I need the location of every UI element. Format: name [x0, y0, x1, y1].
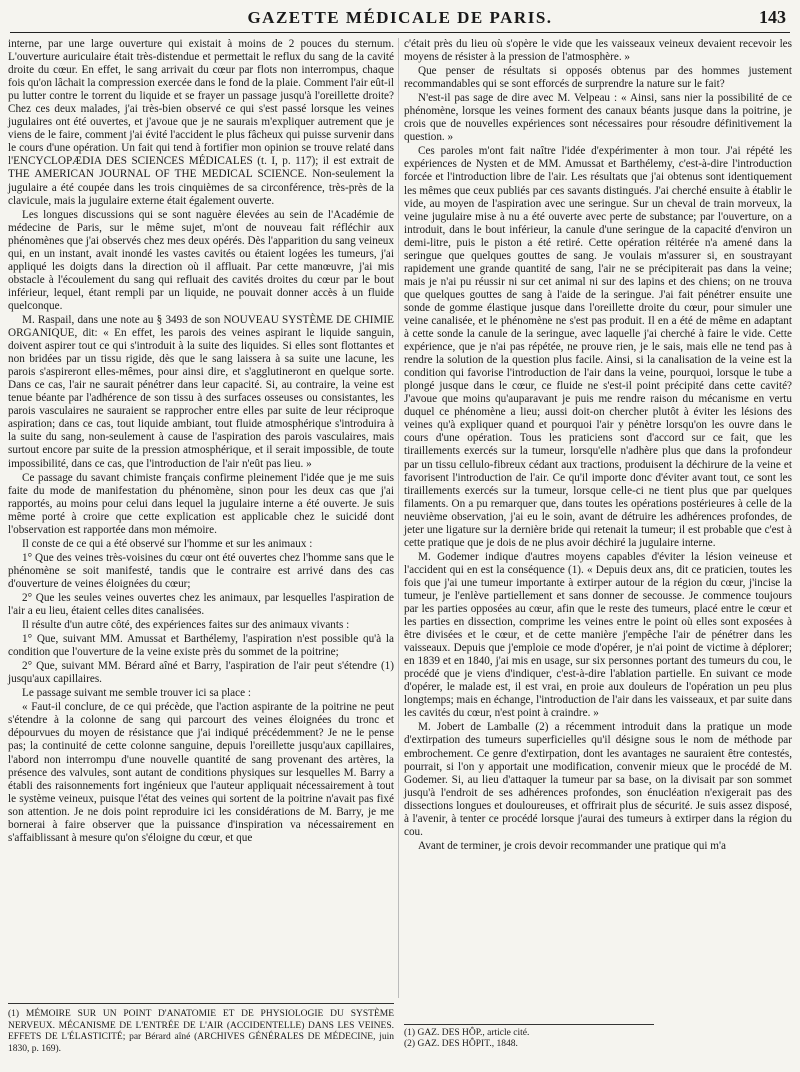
page-header [10, 6, 790, 33]
paragraph: M. Jobert de Lamballe (2) a récemment introduit dans la pratique un mode d'extirpation des tumeurs superficielles qu'il désigne sous le nom de méthode par embrochement. Ce genre d'extirpation, dont les avantages ne sauraient être contestés, pourrait, si l'on y apportait une modification, convenir mieux que le procédé de M. Godemer. Si, au lieu d'attaquer la tumeur par sa base, on la divisait par son sommet jusqu'à l'endroit de ses adhérences profondes, son énucléation n'exigerait pas des dissections longues et douloureuses, et offrirait plus de sécurité. Je suis assez disposé, à l'avenir, à tenter ce procédé lorsque j'aurai des tumeurs à extirper dans la région du cou. [404, 721, 792, 838]
paragraph: Les longues discussions qui se sont naguère élevées au sein de l'Académie de médecine de Paris, sur le même sujet, m'ont de nouveau fait réfléchir aux phénomènes que j'ai observés chez mes deux opérés. Dès l'apparition du sang veineux qui, en un instant, avait inondé les vastes cavités ou étaient logées les tumeurs, j'ai appliqué les doigts dans la direction où il affluait. Par cette manœuvre, j'ai mis obstacle à l'écoulement du sang qui refluait des cavités droites du cœur par le bout inférieur, lequel, étant rempli par un liquide, ne pouvait donner accès à un fluide quelconque. [8, 208, 394, 312]
column-divider [398, 38, 399, 998]
list-item: 2° Que les seules veines ouvertes chez les animaux, par lesquelles l'aspiration de l'air a eu lieu, étaient celles dites canalisées. [8, 591, 394, 618]
page-number: 143 [759, 7, 786, 27]
paragraph: Il résulte d'un autre côté, des expériences faites sur des animaux vivants : [22, 619, 350, 632]
paragraph: Ces paroles m'ont fait naître l'idée d'expérimenter à mon tour. J'ai répété les expériences de Nysten et de MM. Amussat et Barthélemy, c'est-à-dire l'introduction forcée et l'introduction libre de l'air. Les résultats que j'ai obtenus sont identiquement les mêmes que ceux publiés par ces savants distingués. J'ai cherché ensuite à établir le vide, au moyen de l'aspiration avec une seringue. Sur un cheval de train morveux, la veine jugulaire mise à nu a été ouverte avec perte de substance; par l'ouverture, on a introduit, dans le bout inférieur, la canule d'une seringue de la capacité d'environ un demi-litre, puis le piston a été retiré. Cette opération réitérée n'a amené dans la seringue que quelques gouttes de sang. Je voulais m'assurer si, en soustrayant rapidement une grande quantité de sang, l'air ne se précipiterait pas dans la veine; mais je n'ai pu réussir ni sur cet animal ni sur des lapins et des chiens; on ne trouva que quelques gouttes de sang à l'aide de la seringue. J'ai fait pénétrer ensuite une sonde de gomme élastique jusque dans l'oreillette droite du cœur, pour simuler une veine canalisée, et le phénomène ne s'est pas produit. Il en a été de même en adaptant à cette sonde la canule de la seringue, avec laquelle j'ai cherché à faire le vide. Cette expérience, que je n'ai pas répétée, ne prouve rien, je le sais, mais elle ne tend pas à rendre la solution de la question plus facile. Ainsi, si la canalisation de la veine est la condition qui favorise l'introduction de l'air dans la veine, pourquoi, lorsque le tube a plongé jusque dans le cœur, ce fluide ne s'est-il point précipité dans cette cavité? J'avoue que moins qu'auparavant je puis me rendre raison du mécanisme en vertu duquel ce phénomène a lieu; aussi doit-on chercher plutôt à éviter les lésions des veines qu'à expliquer quand et pourquoi l'air y pénètre lorsqu'on les ouvre dans le cours d'une opération. Tous les praticiens sont d'accord sur ce fait, que les tiraillements exercés sur la tumeur, lorsqu'elle n'adhère plus que dans la profondeur par un tissu cellulo-fibreux cédant aux tractions, produisent la déchirure de la veine et favorisent l'introduction de l'air. Ce qu'il importe donc d'éviter avant tout, ce sont les tiraillements exercés sur la tumeur, lorsque celle-ci ne tient plus que par quelques filaments. On a pu remarquer que, dans toutes les opérations postérieures à celle de la neuvième observation, j'ai eu le soin, avant de détruire les adhérences profondes, de jeter une ligature sur la dernière bride qui retenait la tumeur; il est probable que c'est à cette pratique que je dois de ne plus avoir déchiré la jugulaire interne. [404, 145, 792, 549]
list-item: 1° Que, suivant MM. Amussat et Barthélemy, l'aspiration n'est possible qu'à la condition que l'ouverture de la veine existe près du sommet de la poitrine; [8, 633, 394, 659]
footnote-left: (1) MÉMOIRE SUR UN POINT D'ANATOMIE ET DE PHYSIOLOGIE DU SYSTÈME NERVEUX. MÉCANISME DE L'ENTRÉE DE L'AIR (ACCIDENTELLE) DANS LES VEINES. EFFETS DE L'ÉLASTICITÉ; par Bérard aîné (ARCHIVES GÉNÉRALES DE MÉDECINE, juin 1830, p. 169). [8, 1003, 394, 1055]
paragraph: M. Raspail, dans une note au § 3493 de son NOUVEAU SYSTÈME DE CHIMIE ORGANIQUE, dit: « En effet, les parois des veines aspirant le liquide sanguin, doivent aspirer tout ce qui s'introduit à la suite des liquides. Si elles sont flottantes et non bridées par un tissu rigide, dès que le sang laissera à sa suite une lacune, les parois s'aspireront elles-mêmes, pour ainsi dire, et s'agglutineront en quelque sorte. Dans ce cas, l'air ne saurait pénétrer dans leur capacité. Si, au contraire, la veine est tenue béante par l'adhérence de son tissu à des surfaces osseuses ou consistantes, les parois vasculaires ne sauraient se rapprocher entre elles par suite de leur réciproque aspiration; dans ce cas, tout liquide ambiant, tout fluide atmosphérique s'introduira à la suite du sang, non-seulement à cause de l'aspiration des parois vasculaires, mais surtout encore par suite de la pression atmosphérique, et il serait impossible, de toute impossibilité, dans ce cas, que l'introduction de l'air n'eût pas lieu. » [8, 313, 394, 470]
paragraph: c'était près du lieu où s'opère le vide que les vaisseaux veineux devaient recevoir les moyens de résister à la pression de l'atmosphère. » [404, 38, 792, 64]
journal-title: GAZETTE MÉDICALE DE PARIS. [247, 8, 553, 27]
paragraph: Avant de terminer, je crois devoir recommander une pratique qui m'a [418, 839, 726, 852]
footnotes-right [404, 1024, 654, 1050]
list-item: 1° Que des veines très-voisines du cœur ont été ouvertes chez l'homme sans que le phénomène se soit manifesté, tandis que le contraire est arrivé dans des cas d'ouverture de veines éloignées du cœur; [8, 551, 394, 590]
paragraph: Le passage suivant me semble trouver ici sa place : [22, 687, 251, 700]
paragraph: Que penser de résultats si opposés obtenus par des hommes justement recommandables qui se sont efforcés de surprendre la nature sur le fait? [404, 65, 792, 91]
list-item: 2° Que, suivant MM. Bérard aîné et Barry, l'aspiration de l'air peut s'étendre (1) jusqu'aux capillaires. [8, 660, 394, 686]
paragraph: interne, par une large ouverture qui existait à moins de 2 pouces du sternum. L'ouverture auriculaire était très-distendue et permettait le reflux du sang de la cavité droite du cœur. En effet, le sang arrivait du cœur par flots non interrompus, chaque fois qu'on lâchait la compression exercée dans le fond de la plaie. Comment l'air eût-il pu lutter contre le torrent du liquide et se frayer un passage jusqu'à l'oreillette droite? Chez ces deux malades, j'ai très-bien observé ce qui s'est passé lorsque les veines jugulaires ont été ouvertes, et j'avoue que je ne saurais m'expliquer autrement que je viens de le faire, comment j'ai évité l'accident le plus fâcheux qui puisse survenir dans le cours d'une opération. Un fait qui tend à fortifier mon opinion se trouve relaté dans l'ENCYCLOPÆDIA DES SCIENCES MÉDICALES (t. I, p. 117); il est extrait de THE AMERICAN JOURNAL OF THE MEDICAL SCIENCE. Non-seulement la jugulaire a été coupée dans les trois cinquièmes de sa circonférence, très-près de la clavicule, mais la jugulaire externe était également ouverte. [8, 38, 394, 207]
left-column [8, 38, 394, 846]
right-column [404, 38, 792, 854]
paragraph: M. Godemer indique d'autres moyens capables d'éviter la lésion veineuse et l'accident qui en est la conséquence (1). « Depuis deux ans, dit ce praticien, toutes les fois que j'ai une tumeur importante à extirper autour de la région du cœur, j'incise la tumeur, je l'enlève partiellement et sans donner de secousse. Je commence toujours par les parties opposées au cœur, afin que le reste des tumeurs, placé entre le cœur et les parties en dissection, comprime les veines entre le point où elles sont exposées à être divisées et le cœur, et de cette manière j'empêche l'air de pénétrer dans les vaisseaux. Depuis que j'emploie ce mode d'opérer, je n'ai point de victime à déplorer; en 1839 et en 1840, j'ai mis en usage, sur six personnes portant des tumeurs du cou, le procédé que je viens d'indiquer, c'est-à-dire l'ablation partielle. En suivant ce mode d'opérer, le malade est, il est vrai, en proie aux douleurs de l'opération un peu plus longtemps; mais en échange, l'introduction de l'air dans les vaisseaux, et par suite dans les cavités du cœur, n'est point à craindre. » [404, 550, 792, 720]
paragraph: Il conste de ce qui a été observé sur l'homme et sur les animaux : [22, 537, 313, 550]
footnote: (2) GAZ. DES HÔPIT., 1848. [404, 1039, 518, 1049]
paragraph: Ce passage du savant chimiste français confirme pleinement l'idée que je me suis faite du mode de manifestation du phénomène, sinon pour les deux cas que j'ai rapportés, au moins pour celui dans lequel la jugulaire interne a été ouverte. Je suis même porté à croire que cette explication est applicable chez le suicidé dont l'observation est rapportée dans mon mémoire. [8, 471, 394, 536]
footnote: (1) GAZ. DES HÔP., article cité. [404, 1028, 530, 1038]
paragraph: « Faut-il conclure, de ce qui précède, que l'action aspirante de la poitrine ne peut s'étendre à la colonne de sang qui parcourt des veines éloignées du tronc et dépourvues du moyen de résistance que j'ai indiqué précédemment? Je ne le pense pas; la continuité de cette colonne sanguine, depuis l'oreillette jusqu'aux capillaires, l'abord non interrompu d'une nouvelle quantité de sang provenant des artères, la présence des valvules, sont autant de conditions physiques sur lesquelles M. Barry a établi des raisonnements fort ingénieux que l'auteur appliquait nécessairement à tout le système veineux, puisque l'état des veines qui sortent de la poitrine n'avait pas fixé son attention. Je ne dois point reproduire ici les considérations de M. Barry, je me bornerai à faire observer que la puissance d'inspiration va nécessairement en s'affaiblissant à mesure qu'on s'éloigne du cœur, et que [8, 701, 394, 844]
paragraph: N'est-il pas sage de dire avec M. Velpeau : « Ainsi, sans nier la possibilité de ce phénomène, lorsque les veines forment des canaux béants jusque dans la poitrine, je crois que de nouvelles expériences sont nécessaires pour résoudre définitivement la question. » [404, 92, 792, 144]
